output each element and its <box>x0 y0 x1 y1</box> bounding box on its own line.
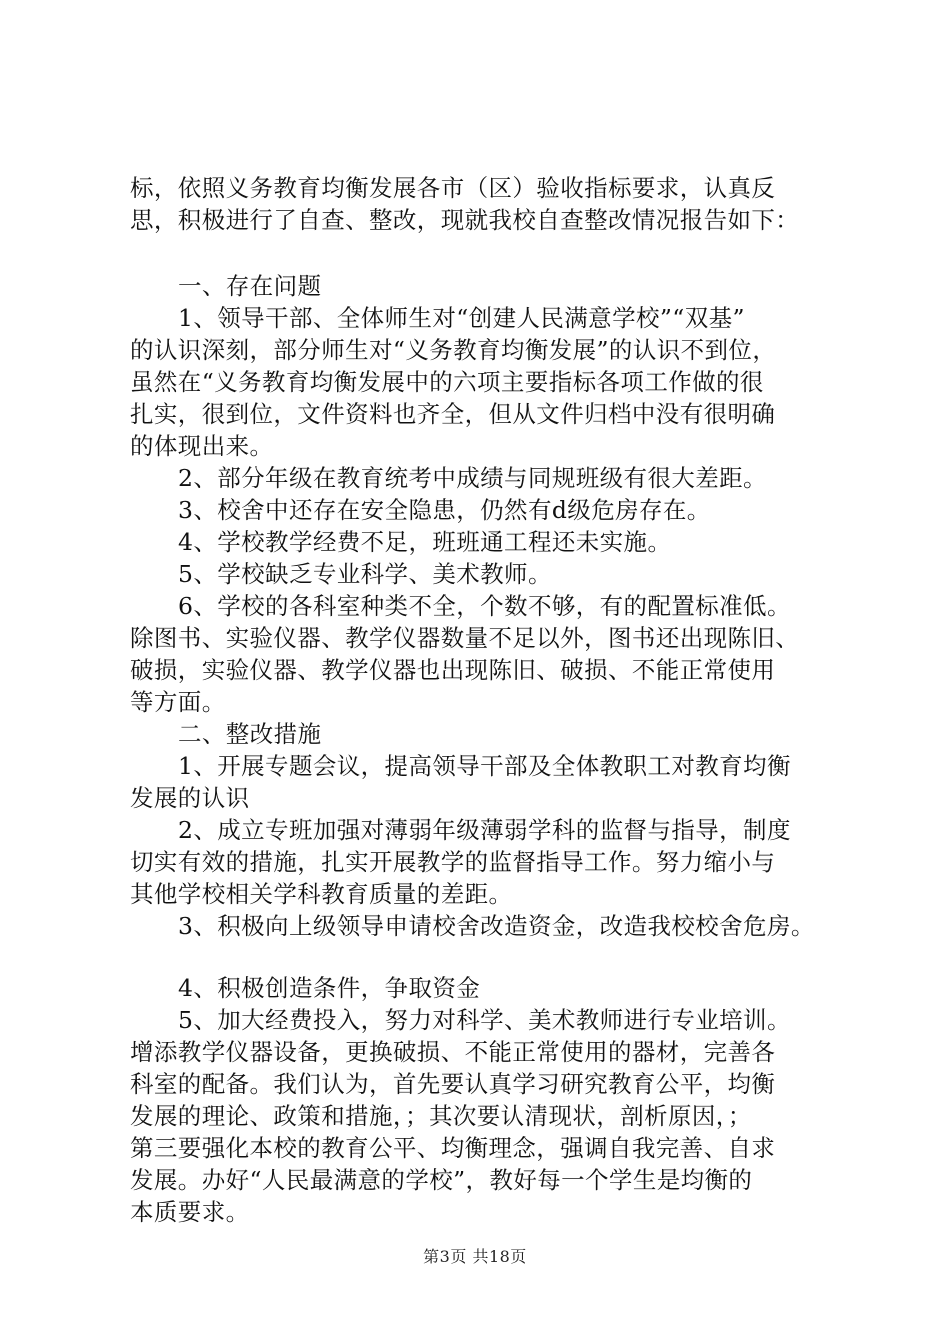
paragraph-line: 3、积极向上级领导申请校舍改造资金，改造我校校舍危房。 <box>178 912 815 940</box>
document-body <box>130 172 848 1228</box>
paragraph-line: 发展的认识 <box>130 784 250 812</box>
section-heading-measures: 二、整改措施 <box>178 720 322 748</box>
paragraph-line: 虽然在“义务教育均衡发展中的六项主要指标各项工作做的很 <box>130 368 764 396</box>
paragraph-line: 的认识深刻，部分师生对“义务教育均衡发展”的认识不到位， <box>130 336 777 364</box>
paragraph-line: 增添教学仪器设备，更换破损、不能正常使用的器材，完善各 <box>130 1038 776 1066</box>
intro-line: 思，积极进行了自查、整改，现就我校自查整改情况报告如下： <box>130 206 800 234</box>
paragraph-line: 4、学校教学经费不足，班班通工程还未实施。 <box>178 528 672 556</box>
paragraph-line: 2、成立专班加强对薄弱年级薄弱学科的监督与指导，制度 <box>178 816 791 844</box>
section-heading-problems: 一、存在问题 <box>178 272 322 300</box>
paragraph-line: 2、部分年级在教育统考中成绩与同规班级有很大差距。 <box>178 464 767 492</box>
paragraph-line: 除图书、实验仪器、教学仪器数量不足以外，图书还出现陈旧、 <box>130 624 800 652</box>
paragraph-line: 本质要求。 <box>130 1198 250 1226</box>
page-number-footer: 第3页 共18页 <box>423 1247 527 1266</box>
paragraph-line: 3、校舍中还存在安全隐患，仍然有d级危房存在。 <box>178 496 711 524</box>
paragraph-line: 1、领导干部、全体师生对“创建人民满意学校”“双基” <box>178 304 745 332</box>
paragraph-line: 等方面。 <box>130 688 226 716</box>
paragraph-line: 6、学校的各科室种类不全，个数不够，有的配置标准低。 <box>178 592 791 620</box>
paragraph-line: 科室的配备。我们认为，首先要认真学习研究教育公平，均衡 <box>130 1070 776 1098</box>
paragraph-line: 切实有效的措施，扎实开展教学的监督指导工作。努力缩小与 <box>130 848 776 876</box>
paragraph-line: 1、开展专题会议，提高领导干部及全体教职工对教育均衡 <box>178 752 791 780</box>
paragraph-line: 4、积极创造条件，争取资金 <box>178 974 481 1002</box>
paragraph-line: 破损，实验仪器、教学仪器也出现陈旧、破损、不能正常使用 <box>130 656 776 684</box>
paragraph-line: 其他学校相关学科教育质量的差距。 <box>130 880 513 908</box>
paragraph-line: 5、学校缺乏专业科学、美术教师。 <box>178 560 552 588</box>
paragraph-line: 第三要强化本校的教育公平、均衡理念，强调自我完善、自求 <box>130 1134 776 1162</box>
paragraph-line: 扎实，很到位，文件资料也齐全，但从文件归档中没有很明确 <box>130 400 776 428</box>
paragraph-line: 5、加大经费投入，努力对科学、美术教师进行专业培训。 <box>178 1006 791 1034</box>
paragraph-line: 的体现出来。 <box>130 432 274 460</box>
paragraph-line: 发展的理论、政策和措施，；其次要认清现状，剖析原因，； <box>130 1102 752 1130</box>
intro-line: 标，依照义务教育均衡发展各市（区）验收指标要求，认真反 <box>130 174 776 202</box>
paragraph-line: 发展。办好“人民最满意的学校”，教好每一个学生是均衡的 <box>130 1166 753 1194</box>
